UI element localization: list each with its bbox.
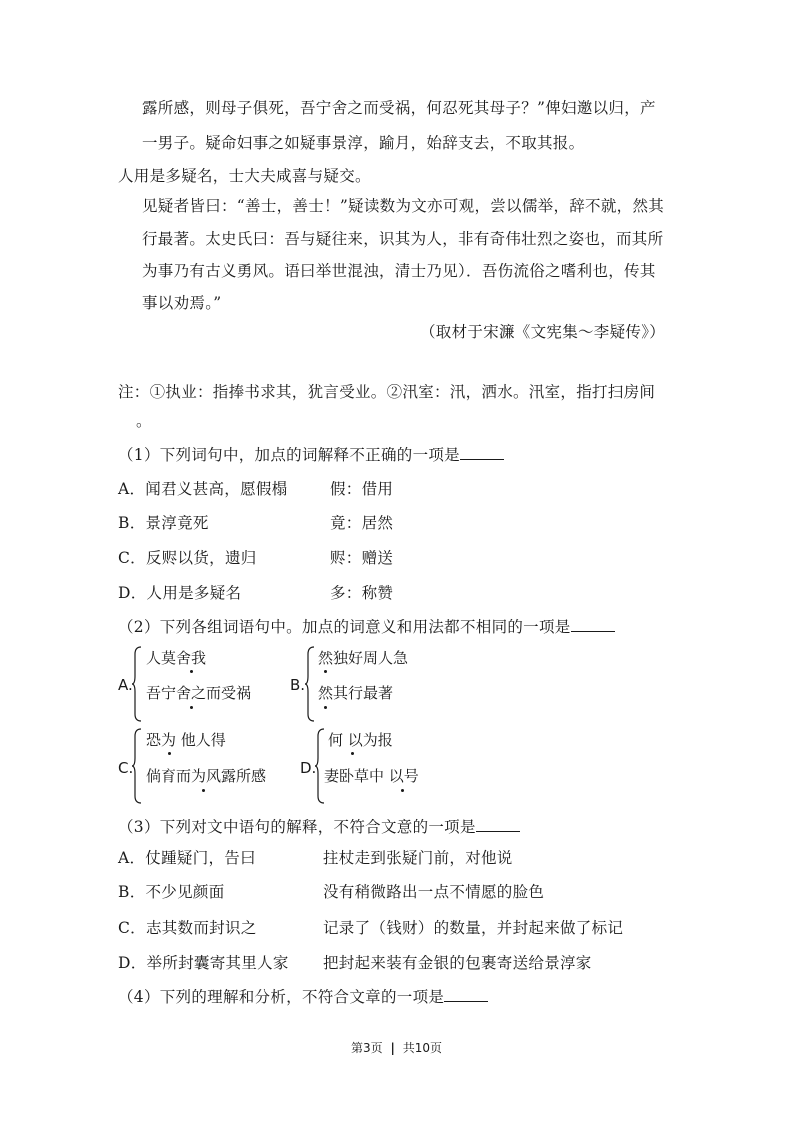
q2-option-c-bottom: 倘育而为风露所感 [146, 767, 267, 785]
emphasis-dot [190, 670, 193, 673]
passage-line: 事以劝焉。” [142, 294, 222, 312]
question-2-stem [118, 616, 615, 638]
q3-option-a-label[interactable]: A．仗踵疑门，告曰 [118, 849, 256, 867]
question-stem-text: （1）下列词句中，加点的词解释不正确的一项是 [118, 446, 460, 464]
page-divider: | [390, 1041, 395, 1055]
q3-option-b-gloss: 没有稍微路出一点不情愿的脸色 [323, 883, 545, 901]
page-footer [0, 1039, 793, 1057]
q1-option-b-gloss: 竟：居然 [330, 514, 394, 532]
answer-blank[interactable] [476, 816, 520, 832]
q3-option-d-gloss: 把封起来装有金银的包裹寄送给景淳家 [323, 954, 592, 972]
q3-option-a-gloss: 拄杖走到张疑门前，对他说 [323, 849, 513, 867]
q1-option-d-gloss: 多：称赞 [330, 584, 394, 602]
question-stem-text: （2）下列各组词语句中。加点的词意义和用法都不相同的一项是 [118, 618, 571, 636]
q2-option-a-top: 人莫舍我 [146, 649, 207, 667]
emphasis-dot [324, 670, 327, 673]
q1-option-b-label[interactable]: B．景淳竟死 [118, 514, 209, 532]
emphasis-dot [401, 789, 404, 792]
question-stem-text: （3）下列对文中语句的解释，不符合文意的一项是 [118, 818, 476, 836]
q3-option-d-label[interactable]: D．举所封囊寄其里人家 [118, 954, 289, 972]
q1-option-a-label[interactable]: A．闻君义甚高，愿假榻 [118, 480, 288, 498]
passage-line: 人用是多疑名，士大夫咸喜与疑交。 [118, 167, 371, 185]
passage-line: 见疑者皆曰：“善士，善士！”疑读数为文亦可观，尝以儒举，辞不就，然其 [142, 197, 665, 215]
answer-blank[interactable] [571, 616, 615, 632]
q3-option-b-label[interactable]: B．不少见颜面 [118, 883, 225, 901]
passage-line: 露所感，则母子俱死，吾宁舍之而受祸，何忍死其母子？”俾妇邀以归，产 [142, 99, 656, 117]
q2-option-d-top: 何 以为报 [328, 731, 393, 749]
curly-brace-icon [131, 728, 143, 804]
q1-option-a-gloss: 假：借用 [330, 480, 394, 498]
q2-option-b-letter[interactable]: B. [290, 676, 306, 694]
question-1-stem [118, 444, 504, 466]
answer-blank[interactable] [444, 986, 488, 1002]
emphasis-dot [351, 752, 354, 755]
q3-option-c-gloss: 记录了（钱财）的数量，并封起来做了标记 [323, 919, 624, 937]
passage-source: （取材于宋濂《文宪集～李疑传》） [420, 323, 666, 341]
q2-option-d-letter[interactable]: D. [300, 759, 317, 777]
q2-option-b-bottom: 然其行最著 [318, 684, 394, 702]
q2-option-a-bottom: 吾宁舍之而受祸 [146, 684, 252, 702]
passage-line: 行最著。太史氏曰：吾与疑往来，识其为人，非有奇伟壮烈之姿也，而其所 [142, 230, 664, 248]
q2-option-a-letter[interactable]: A. [118, 676, 133, 694]
q1-option-d-label[interactable]: D．人用是多疑名 [118, 584, 242, 602]
q2-option-c-letter[interactable]: C. [118, 759, 134, 777]
q1-option-c-label[interactable]: C．反赆以货，遗归 [118, 549, 257, 567]
q3-option-c-label[interactable]: C．志其数而封识之 [118, 919, 257, 937]
q2-option-d-bottom: 妻卧草中 以号 [324, 767, 419, 785]
q2-option-b-top: 然独好周人急 [318, 649, 409, 667]
question-4-stem [118, 986, 488, 1008]
answer-blank[interactable] [460, 444, 504, 460]
emphasis-dot [324, 706, 327, 709]
question-3-stem [118, 816, 520, 838]
emphasis-dot [190, 706, 193, 709]
q1-option-c-gloss: 赆：赠送 [330, 549, 394, 567]
question-stem-text: （4）下列的理解和分析，不符合文章的一项是 [118, 988, 445, 1006]
note-line: 。 [136, 412, 152, 430]
emphasis-dot [168, 752, 171, 755]
passage-line: 为事乃有古义勇风。语曰举世混浊，清士乃见）．吾伤流俗之嗜利也，传其 [142, 262, 656, 280]
page-total: 共10页 [402, 1041, 442, 1055]
note-line: 注：①执业：指捧书求其，犹言受业。②汛室：汛，洒水。汛室，指打扫房间 [118, 383, 656, 401]
page-current: 第3页 [351, 1041, 383, 1055]
q2-option-c-top: 恐为 他人得 [146, 731, 226, 749]
passage-line: 一男子。疑命妇事之如疑事景淳，踰月，始辞支去，不取其报。 [142, 134, 585, 152]
curly-brace-icon [304, 646, 316, 722]
emphasis-dot [202, 789, 205, 792]
curly-brace-icon [131, 646, 143, 722]
